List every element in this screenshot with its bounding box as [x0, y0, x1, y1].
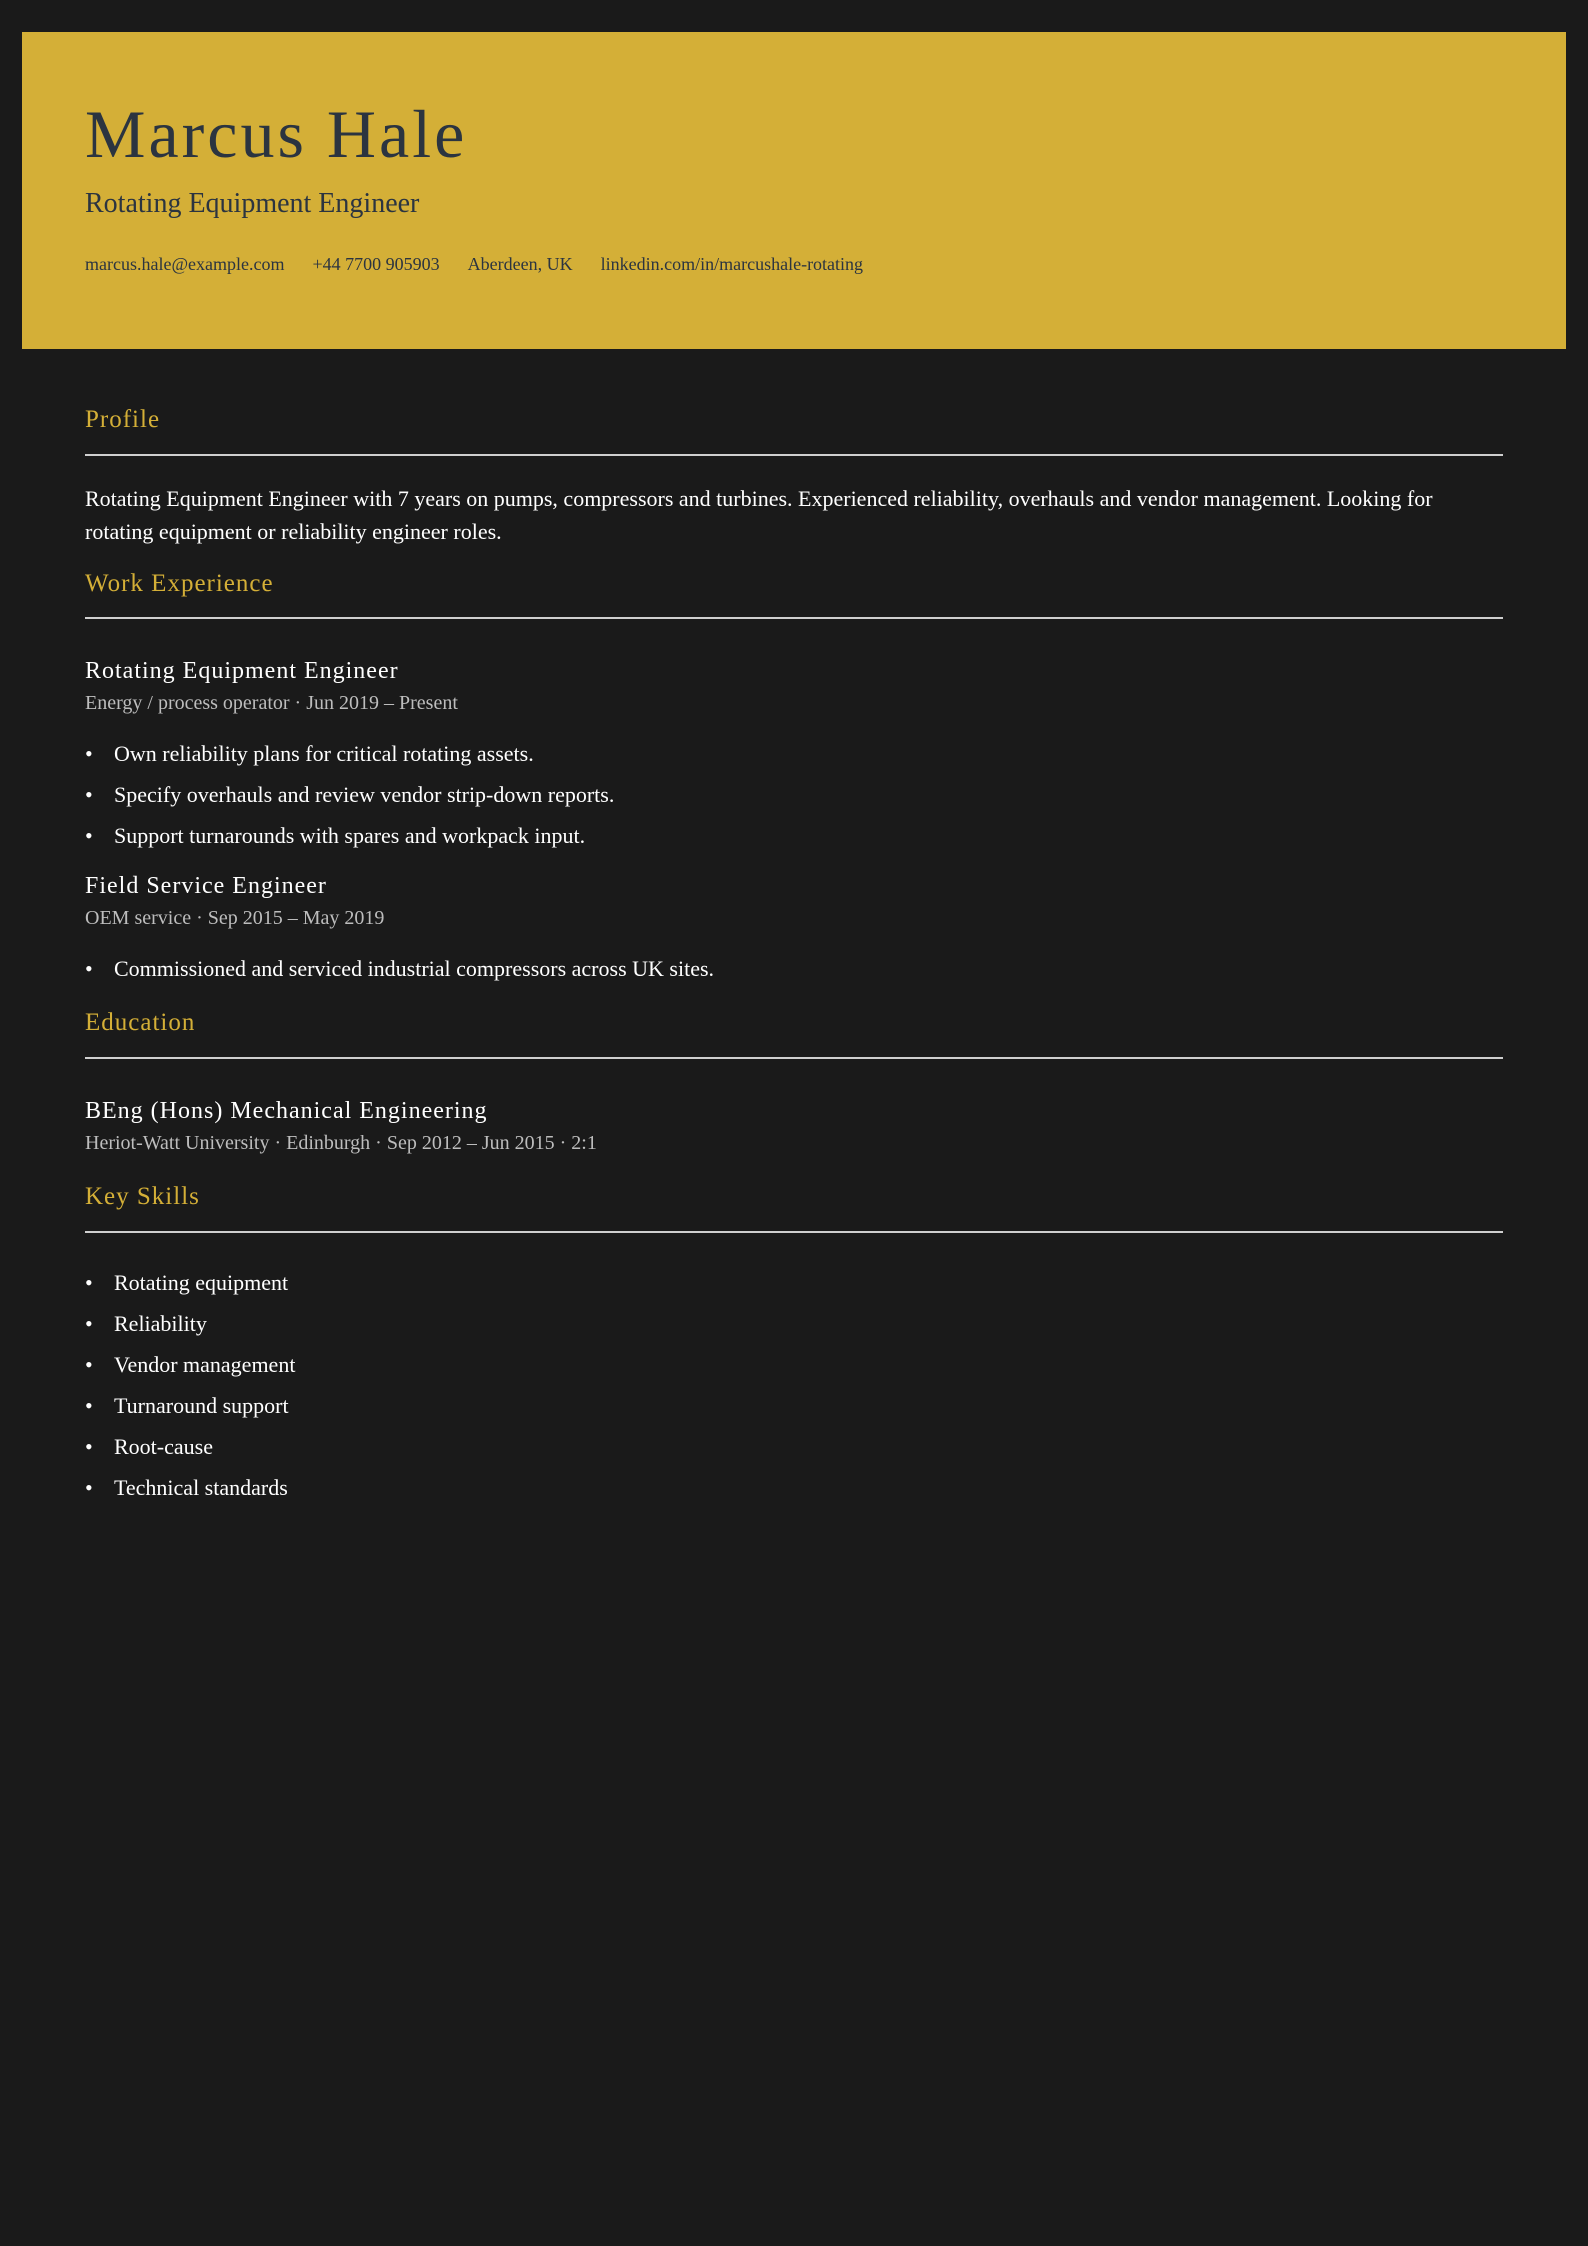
education-heading: Education	[85, 1009, 196, 1037]
skill-item: • Root-cause	[85, 1426, 1503, 1467]
profile-summary: Rotating Equipment Engineer with 7 years on pumps, compressors and turbines. Experienced reliability, overhauls and vendor management. Looking for rotating equipment or reliability engineer roles.	[85, 485, 1433, 544]
contact-info	[85, 252, 863, 277]
job-entry	[85, 871, 1503, 989]
degree-title: BEng (Hons) Mechanical Engineering	[85, 1097, 488, 1124]
section-divider	[85, 1231, 1503, 1233]
skill-item: • Rotating equipment	[85, 1262, 1503, 1303]
skill-item: • Vendor management	[85, 1344, 1503, 1385]
skill-item: • Turnaround support	[85, 1385, 1503, 1426]
contact-email: marcus.hale@example.com	[85, 254, 285, 274]
skills-section	[85, 1181, 1503, 1508]
candidate-name: Marcus Hale	[85, 96, 468, 172]
profile-heading: Profile	[85, 406, 161, 433]
job-bullet: • Commissioned and serviced industrial compressors across UK sites.	[85, 948, 1503, 989]
skills-heading: Key Skills	[85, 1183, 200, 1211]
job-bullet: • Support turnarounds with spares and workpack input.	[85, 815, 1503, 856]
job-title: Rotating Equipment Engineer	[85, 658, 399, 684]
job-bullets	[85, 948, 1503, 989]
education-section	[85, 1007, 1503, 1157]
contact-linkedin: linkedin.com/in/marcushale-rotating	[600, 254, 864, 274]
job-entry	[85, 656, 1503, 856]
education-meta: Heriot-Watt University · Edinburgh · Sep 2012 – Jun 2015 · 2:1	[85, 1132, 597, 1155]
skill-item: • Reliability	[85, 1303, 1503, 1344]
profile-section	[85, 404, 1503, 548]
skill-item: • Technical standards	[85, 1467, 1503, 1508]
resume-header	[22, 32, 1566, 349]
job-bullets	[85, 733, 1503, 856]
education-entry	[85, 1096, 1503, 1157]
job-bullet: • Specify overhauls and review vendor strip-down reports.	[85, 774, 1503, 815]
resume-body	[85, 404, 1503, 1508]
section-divider	[85, 454, 1503, 456]
job-bullet: • Own reliability plans for critical rotating assets.	[85, 733, 1503, 774]
contact-location: Aberdeen, UK	[467, 254, 573, 274]
job-meta: OEM service · Sep 2015 – May 2019	[85, 907, 385, 930]
job-title: Field Service Engineer	[85, 873, 327, 900]
contact-phone: +44 7700 905903	[312, 254, 440, 274]
experience-section	[85, 568, 1503, 990]
skills-list	[85, 1262, 1503, 1508]
candidate-title: Rotating Equipment Engineer	[85, 188, 420, 219]
section-divider	[85, 1057, 1503, 1059]
experience-heading: Work Experience	[85, 569, 274, 597]
section-divider	[85, 617, 1503, 619]
job-meta: Energy / process operator · Jun 2019 – Present	[85, 692, 458, 715]
